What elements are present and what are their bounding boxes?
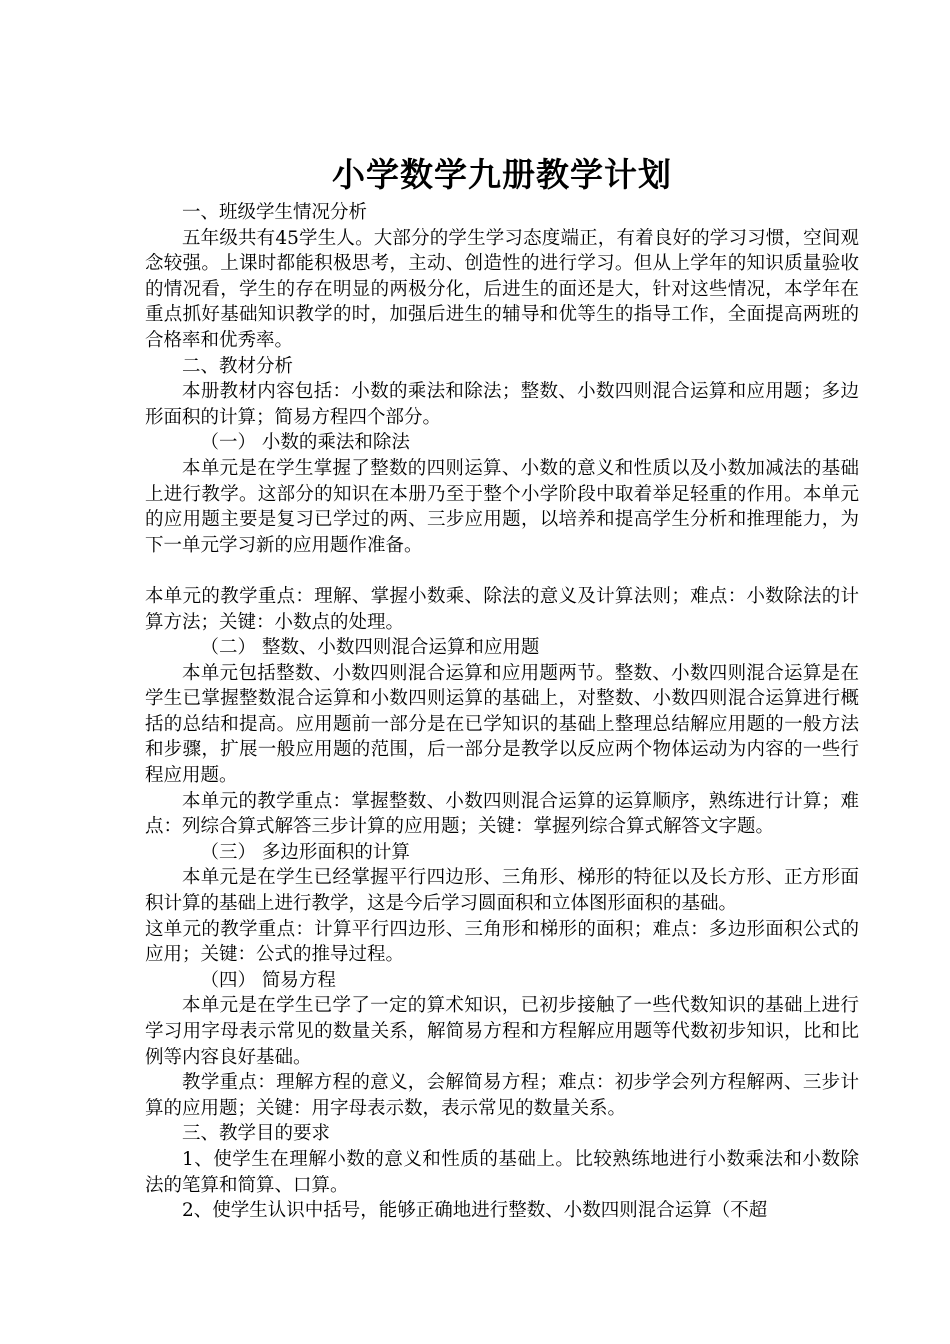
paragraph-polygon-key-points: 这单元的教学重点：计算平行四边形、三角形和梯形的面积；难点：多边形面积公式的应用；关键：公式的推导过程。 <box>145 918 859 966</box>
paragraph-polygon-area: 本单元是在学生已经掌握平行四边形、三角形、梯形的特征以及长方形、正方形面积计算的基础上进行教学，这是今后学习圆面积和立体图形面积的基础。 <box>145 867 859 915</box>
paragraph-mixed-operations: 本单元包括整数、小数四则混合运算和应用题两节。整数、小数四则混合运算是在学生已掌握整数混合运算和小数四则运算的基础上，对整数、小数四则混合运算进行概括的总结和提高。应用题前一部分是在已学知识的基础上整理总结解应用题的一般方法和步骤，扩展一般应用题的范围，后一部分是教学以反应两个物体运动为内容的一些行程应用题。 <box>145 662 859 787</box>
paragraph-simple-equations: 本单元是在学生已学了一定的算术知识，已初步接触了一些代数知识的基础上进行学习用字母表示常见的数量关系，解简易方程和方程解应用题等代数初步知识，比和比例等内容良好基础。 <box>145 995 859 1068</box>
section-heading-class-analysis: 一、班级学生情况分析 <box>182 202 368 223</box>
list-item-goal-1: 1、使学生在理解小数的意义和性质的基础上。比较熟练地进行小数乘法和小数除法的笔算和简算、口算。 <box>145 1148 859 1196</box>
section-heading-textbook-analysis: 二、教材分析 <box>182 355 294 377</box>
paragraph-decimal-key-points: 本单元的教学重点：理解、掌握小数乘、除法的意义及计算法则；难点：小数除法的计算方法；关键：小数点的处理。 <box>145 585 859 633</box>
document-title: 小学数学九册教学计划 <box>332 155 672 194</box>
subsection-heading-mixed-operations: （二） 整数、小数四则混合运算和应用题 <box>200 637 540 659</box>
subsection-heading-polygon-area: （三） 多边形面积的计算 <box>200 841 410 863</box>
subsection-heading-simple-equations: （四） 简易方程 <box>200 969 336 991</box>
paragraph-equations-key-points: 教学重点：理解方程的意义，会解简易方程；难点：初步学会列方程解两、三步计算的应用题；关键：用字母表示数，表示常见的数量关系。 <box>145 1072 859 1119</box>
list-item-goal-2: 2、使学生认识中括号，能够正确地进行整数、小数四则混合运算（不超 <box>182 1200 768 1222</box>
paragraph-textbook-contents: 本册教材内容包括：小数的乘法和除法；整数、小数四则混合运算和应用题；多边形面积的计算；简易方程四个部分。 <box>145 381 859 428</box>
paragraph-mixed-operations-key-points: 本单元的教学重点：掌握整数、小数四则混合运算的运算顺序，熟练进行计算；难点：列综合算式解答三步计算的应用题；关键：掌握列综合算式解答文字题。 <box>145 790 859 838</box>
paragraph-class-analysis: 五年级共有45学生人。大部分的学生学习态度端正，有着良好的学习习惯，空间观念较强。上课时都能积极思考，主动、创造性的进行学习。但从上学年的知识质量验收的情况看，学生的存在明显的两极分化，后进生的面还是大，针对这些情况，本学年在重点抓好基础知识教学的时，加强后进生的辅导和优等生的指导工作，全面提高两班的合格率和优秀率。 <box>145 227 859 351</box>
blank-line <box>145 558 859 584</box>
document-page <box>145 150 859 1224</box>
section-heading-teaching-goals: 三、教学目的要求 <box>182 1123 331 1145</box>
subsection-heading-decimal-mult-div: （一） 小数的乘法和除法 <box>200 432 410 454</box>
paragraph-decimal-mult-div: 本单元是在学生掌握了整数的四则运算、小数的意义和性质以及小数加减法的基础上进行教学。这部分的知识在本册乃至于整个小学阶段中取着举足轻重的作用。本单元的应用题主要是复习已学过的两、三步应用题，以培养和提高学生分析和推理能力，为下一单元学习新的应用题作准备。 <box>145 457 859 556</box>
